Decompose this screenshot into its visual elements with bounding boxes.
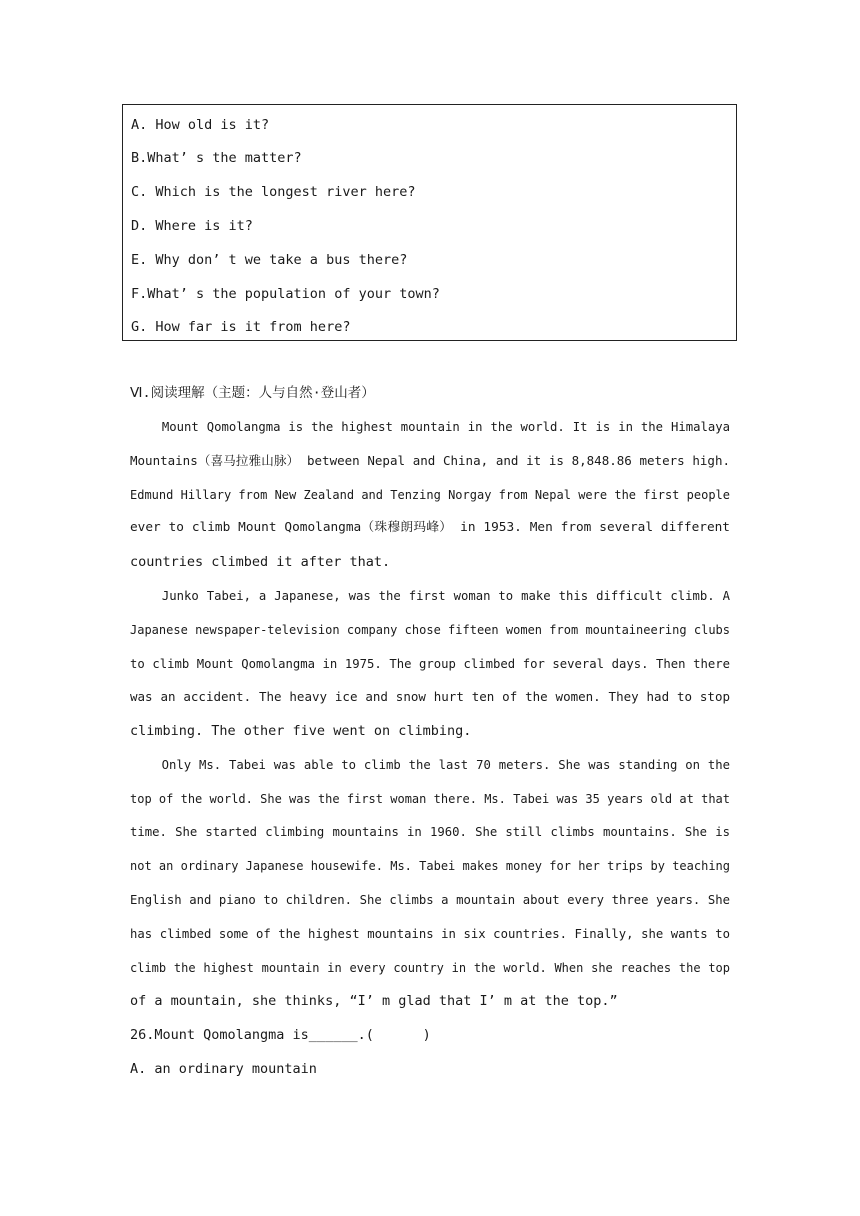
passage-line: not an ordinary Japanese housewife. Ms. Tabei makes money for her trips by teaching <box>130 859 730 873</box>
passage-line: countries climbed it after that. <box>130 554 391 570</box>
passage-line: top of the world. She was the first woman there. Ms. Tabei was 35 years old at that <box>130 792 730 806</box>
passage-line: Edmund Hillary from New Zealand and Tenzing Norgay from Nepal were the first people <box>130 488 730 502</box>
passage-line: climb the highest mountain in every country in the world. When she reaches the top <box>130 961 730 975</box>
passage-line: Japanese newspaper-television company chose fifteen women from mountaineering clubs <box>130 623 730 637</box>
passage-line: of a mountain, she thinks, “I’ m glad that I’ m at the top.” <box>130 993 618 1009</box>
option-d: D. Where is it? <box>131 218 253 234</box>
passage-line: was an accident. The heavy ice and snow hurt ten of the women. They had to stop <box>130 689 730 704</box>
option-f: F.What’ s the population of your town? <box>131 286 440 302</box>
passage-line: climbing. The other five went on climbing. <box>130 723 472 739</box>
passage-line: time. She started climbing mountains in 1960. She still climbs mountains. She is <box>130 825 730 839</box>
option-b: B.What’ s the matter? <box>131 150 302 166</box>
options-box <box>122 104 737 341</box>
section-title: Ⅵ.阅读理解（主题：人与自然·登山者） <box>130 385 375 401</box>
passage-line: Junko Tabei, a Japanese, was the first woman to make this difficult climb. A <box>130 589 730 603</box>
passage-line: Only Ms. Tabei was able to climb the last 70 meters. She was standing on the <box>130 758 730 772</box>
option-g: G. How far is it from here? <box>131 319 351 335</box>
passage-line: to climb Mount Qomolangma in 1975. The group climbed for several days. Then there <box>130 657 730 671</box>
option-c: C. Which is the longest river here? <box>131 184 416 200</box>
passage-line: has climbed some of the highest mountains in six countries. Finally, she wants to <box>130 927 730 941</box>
question-26-option-a: A. an ordinary mountain <box>130 1061 317 1077</box>
option-a: A. How old is it? <box>131 117 270 133</box>
passage-line: ever to climb Mount Qomolangma（珠穆朗玛峰） in 1953. Men from several different <box>130 520 730 535</box>
passage-line: English and piano to children. She climbs a mountain about every three years. She <box>130 893 730 907</box>
option-e: E. Why don’ t we take a bus there? <box>131 252 408 268</box>
question-26: 26.Mount Qomolangma is______.( ) <box>130 1027 431 1043</box>
passage-line: Mountains（喜马拉雅山脉） between Nepal and China, and it is 8,848.86 meters high. <box>130 453 730 468</box>
passage-line: Mount Qomolangma is the highest mountain in the world. It is in the Himalaya <box>130 420 730 434</box>
